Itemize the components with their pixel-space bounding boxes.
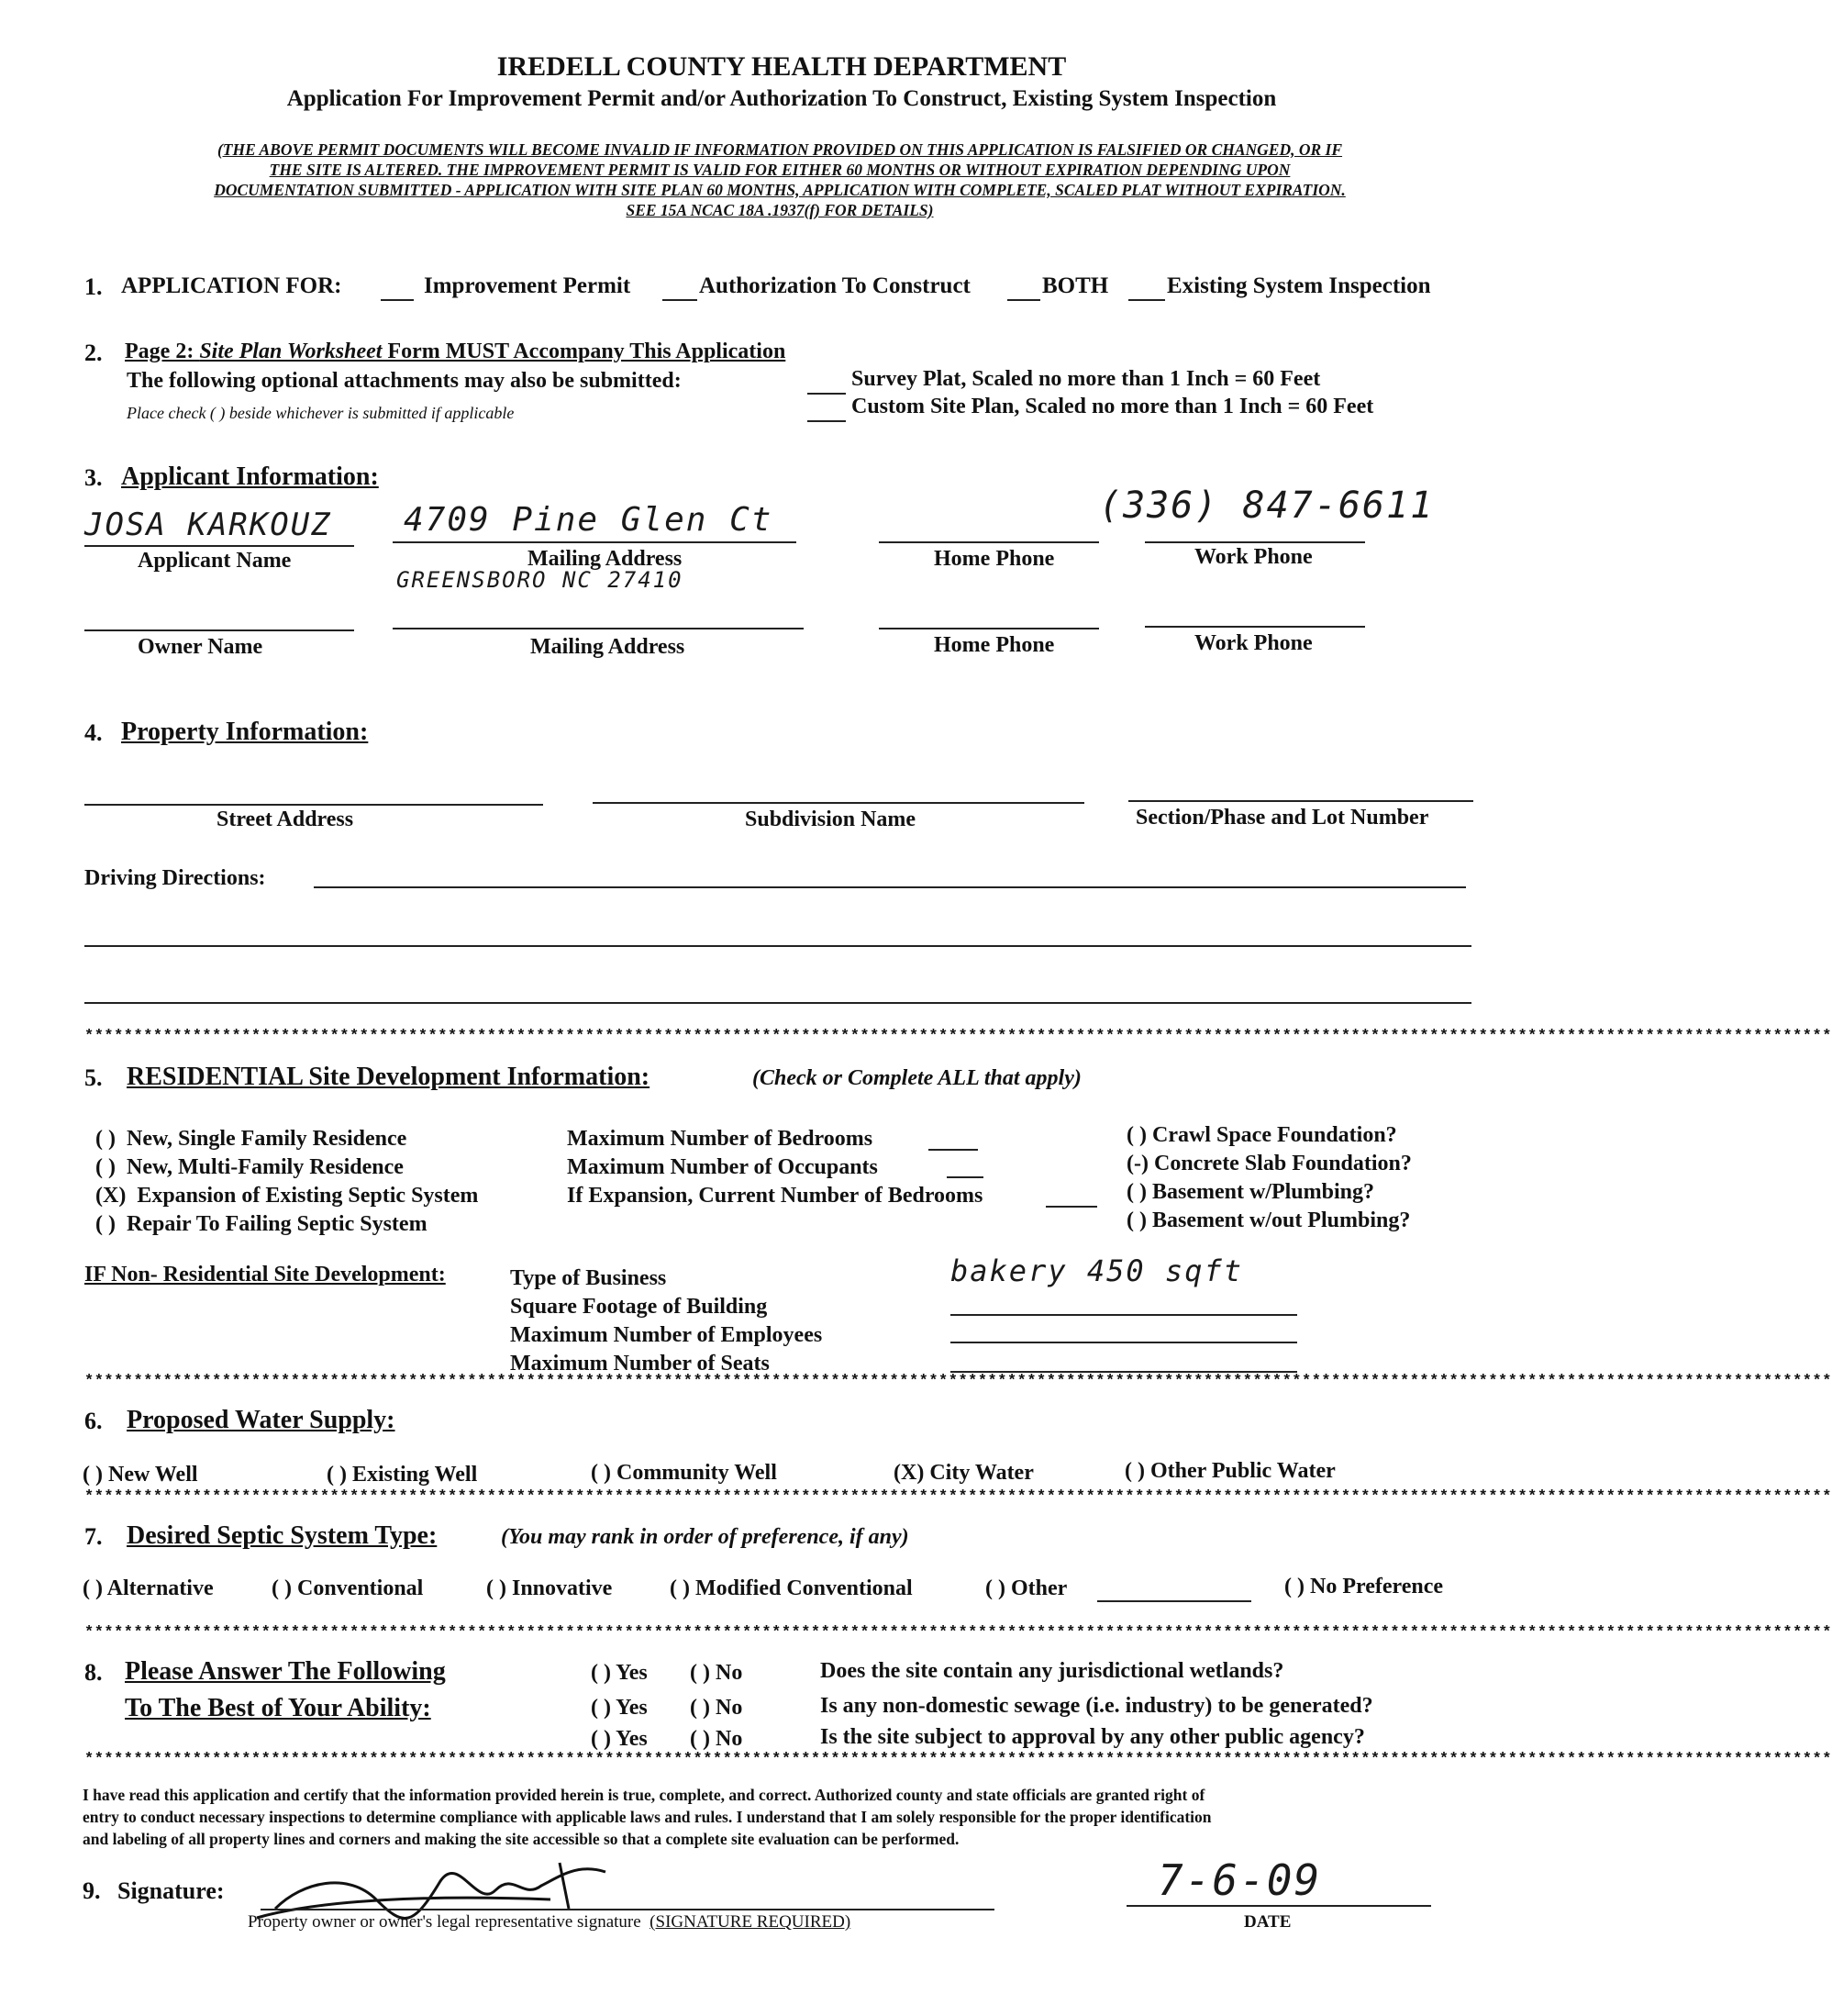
q1-no[interactable]: ( ) No [690, 1661, 743, 1685]
checkbox-mark[interactable]: ( ) [591, 1461, 611, 1485]
cert-line: I have read this application and certify that the information provided herein is true, complete, and correct. Authorized county and state officials are granted right of [83, 1786, 1205, 1804]
both-checkbox[interactable] [1007, 299, 1040, 301]
option-label: New Well [107, 1463, 198, 1487]
section-1-number: 1. [84, 273, 103, 300]
custom-site-plan-checkbox[interactable] [807, 420, 846, 422]
option-basement-no-plumbing[interactable] [1127, 1207, 1412, 1235]
option-existing-system: Existing System Inspection [1167, 273, 1431, 298]
type-of-business-value: bakery 450 sqft [950, 1253, 1243, 1288]
existing-system-checkbox[interactable] [1128, 299, 1165, 301]
max-bedrooms-label: Maximum Number of Bedrooms [567, 1127, 873, 1151]
signature-required: (SIGNATURE REQUIRED) [650, 1912, 851, 1932]
driving-directions-label: Driving Directions: [84, 866, 266, 890]
option-label: Basement w/Plumbing? [1151, 1180, 1374, 1204]
checkbox-mark[interactable]: ( ) [95, 1212, 116, 1236]
non-residential-list [510, 1264, 822, 1378]
applicant-name-field[interactable] [84, 545, 354, 547]
street-address-field[interactable] [84, 804, 543, 806]
residential-title: RESIDENTIAL Site Development Information: [127, 1063, 650, 1091]
max-occupants-label: Maximum Number of Occupants [567, 1155, 878, 1179]
option-label: Other Public Water [1149, 1459, 1336, 1483]
option-improvement-permit: Improvement Permit [424, 273, 631, 298]
septic-other-field[interactable] [1097, 1600, 1251, 1602]
q3-yes[interactable]: ( ) Yes [591, 1727, 648, 1751]
street-address-label: Street Address [217, 808, 354, 831]
option-authorization: Authorization To Construct [699, 273, 971, 298]
survey-plat-checkbox[interactable] [807, 393, 846, 395]
option-label: Crawl Space Foundation? [1151, 1123, 1397, 1147]
title-part: Form MUST Accompany This Application [382, 340, 786, 363]
date-value: 7-6-09 [1158, 1855, 1322, 1905]
non-residential-label: IF Non- Residential Site Development: [84, 1263, 446, 1286]
questions-title-2: To The Best of Your Ability: [125, 1694, 431, 1722]
notice-line: DOCUMENTATION SUBMITTED - APPLICATION WITH SITE PLAN 60 MONTHS, APPLICATION WITH COMPLETE, SCALED PLAT WITHOUT EXPIRATION. [214, 181, 1346, 199]
option-crawl-space[interactable] [1127, 1121, 1412, 1150]
q2-no[interactable]: ( ) No [690, 1696, 743, 1720]
water-community-well[interactable] [591, 1461, 777, 1486]
optional-attachments-text: The following optional attachments may also be submitted: [127, 369, 682, 393]
water-new-well[interactable] [83, 1463, 198, 1487]
q3-text: Is the site subject to approval by any other public agency? [820, 1725, 1365, 1749]
date-field[interactable] [1127, 1905, 1431, 1907]
section-lot-field[interactable] [1128, 800, 1473, 802]
checkbox-mark[interactable]: ( ) [1125, 1459, 1145, 1483]
option-both: BOTH [1042, 273, 1109, 298]
site-plan-requirement [125, 340, 785, 364]
separator-stars: ********************************************************************************************************************************************************************************** [84, 1028, 1832, 1045]
current-bedrooms-field[interactable] [1046, 1206, 1097, 1208]
title-part: Site Plan Worksheet [199, 340, 383, 363]
mailing-address-city-value: GREENSBORO NC 27410 [396, 567, 683, 593]
validity-notice [64, 139, 1495, 220]
driving-directions-field-3[interactable] [84, 1002, 1471, 1004]
owner-work-phone-field[interactable] [1145, 626, 1365, 628]
home-phone-field[interactable] [879, 541, 1099, 543]
septic-no-preference[interactable]: ( ) No Preference [1284, 1575, 1444, 1598]
signature-caption [248, 1912, 850, 1932]
notice-line: THE SITE IS ALTERED. THE IMPROVEMENT PERMIT IS VALID FOR EITHER 60 MONTHS OR WITHOUT EXPIRATION DEPENDING UPON [269, 161, 1291, 179]
authorization-checkbox[interactable] [662, 299, 697, 301]
section-6-number: 6. [84, 1408, 103, 1434]
option-label: Expansion of Existing Septic System [137, 1184, 479, 1208]
driving-directions-field[interactable] [314, 886, 1466, 888]
notice-line: SEE 15A NCAC 18A .1937(f) FOR DETAILS) [626, 201, 934, 219]
section-3-number: 3. [84, 464, 103, 491]
septic-alternative[interactable]: ( ) Alternative [83, 1576, 214, 1600]
q3-no[interactable]: ( ) No [690, 1727, 743, 1751]
applicant-name-label: Applicant Name [138, 549, 292, 573]
work-phone-label: Work Phone [1194, 545, 1313, 569]
max-occupants-field[interactable] [947, 1176, 983, 1178]
mailing-address-field[interactable] [393, 541, 796, 543]
home-phone-label: Home Phone [934, 547, 1055, 571]
section-8-number: 8. [84, 1659, 103, 1686]
water-other-public[interactable] [1125, 1459, 1336, 1484]
option-label: Basement w/out Plumbing? [1151, 1208, 1411, 1232]
water-supply-title: Proposed Water Supply: [127, 1406, 395, 1434]
q1-text: Does the site contain any jurisdictional wetlands? [820, 1659, 1284, 1683]
option-basement-plumbing[interactable] [1127, 1178, 1412, 1207]
form-subtitle: Application For Improvement Permit and/or Authorization To Construct, Existing System Inspection [286, 86, 1277, 111]
owner-name-field[interactable] [84, 629, 354, 631]
water-city-water[interactable] [894, 1461, 1034, 1486]
applicant-info-title: Applicant Information: [121, 462, 379, 491]
notice-line: (THE ABOVE PERMIT DOCUMENTS WILL BECOME INVALID IF INFORMATION PROVIDED ON THIS APPLICATION IS FALSIFIED OR CHANGED, OR IF [217, 140, 1343, 159]
cert-line: and labeling of all property lines and corners and making the site accessible so that a complete site evaluation can be performed. [83, 1830, 960, 1848]
separator-stars: ********************************************************************************************************************************************************************************** [84, 1751, 1832, 1768]
septic-type-title: Desired Septic System Type: [127, 1521, 438, 1550]
checkbox-mark[interactable]: ( ) [1127, 1208, 1147, 1232]
option-concrete-slab[interactable] [1127, 1150, 1412, 1178]
owner-work-phone-label: Work Phone [1194, 631, 1313, 655]
residential-hint: (Check or Complete ALL that apply) [752, 1066, 1082, 1090]
checkbox-mark[interactable]: ( ) [95, 1127, 116, 1151]
mailing-address-value: 4709 Pine Glen Ct [404, 501, 773, 539]
separator-stars: ********************************************************************************************************************************************************************************** [84, 1488, 1832, 1506]
section-9-number: 9. [83, 1877, 101, 1904]
option-label: City Water [929, 1461, 1034, 1485]
date-label: DATE [1244, 1912, 1292, 1932]
septic-innovative[interactable]: ( ) Innovative [486, 1576, 613, 1600]
checkbox-mark[interactable]: (X) [95, 1184, 127, 1208]
questions-title-1: Please Answer The Following [125, 1657, 446, 1686]
q1-yes[interactable]: ( ) Yes [591, 1661, 648, 1685]
water-existing-well[interactable] [327, 1463, 477, 1487]
section-2-number: 2. [84, 340, 103, 366]
check-note: Place check ( ) beside whichever is submitted if applicable [127, 404, 515, 422]
septic-other[interactable]: ( ) Other [985, 1576, 1068, 1600]
square-footage-label: Square Footage of Building [510, 1295, 768, 1319]
option-label: New, Single Family Residence [126, 1127, 407, 1151]
work-phone-value: (336) 847-6611 [1099, 485, 1435, 527]
subdivision-name-label: Subdivision Name [745, 808, 916, 831]
subdivision-name-field[interactable] [593, 802, 1084, 804]
section-4-number: 4. [84, 719, 103, 746]
driving-directions-field-2[interactable] [84, 945, 1471, 947]
residence-type-list [95, 1125, 478, 1239]
current-bedrooms-label: If Expansion, Current Number of Bedrooms [567, 1184, 983, 1208]
owner-mailing-address-field[interactable] [393, 628, 804, 629]
mailing-address-label: Mailing Address [527, 547, 683, 571]
checkbox-mark[interactable]: (-) [1127, 1152, 1149, 1175]
form-title: IREDELL COUNTY HEALTH DEPARTMENT [496, 51, 1067, 82]
option-label: Concrete Slab Foundation? [1153, 1152, 1412, 1175]
signature-label: Signature: [117, 1877, 225, 1904]
cert-line: entry to conduct necessary inspections to determine compliance with applicable laws and rules. I understand that I am solely responsible for the proper identification [83, 1808, 1212, 1826]
max-seats-label: Maximum Number of Seats [510, 1352, 770, 1376]
option-label: New, Multi-Family Residence [126, 1155, 404, 1179]
separator-stars: ********************************************************************************************************************************************************************************** [84, 1624, 1832, 1642]
option-repair[interactable] [95, 1210, 478, 1239]
property-info-title: Property Information: [121, 718, 369, 746]
checkbox-mark[interactable]: ( ) [1127, 1180, 1147, 1204]
max-bedrooms-field[interactable] [928, 1149, 978, 1151]
q2-text: Is any non-domestic sewage (i.e. industry) to be generated? [820, 1694, 1373, 1718]
survey-plat-option: Survey Plat, Scaled no more than 1 Inch = 60 Feet [851, 367, 1321, 391]
max-employees-label: Maximum Number of Employees [510, 1323, 823, 1347]
option-label: Existing Well [351, 1463, 478, 1487]
square-footage-field[interactable] [950, 1314, 1297, 1316]
signature-field[interactable] [261, 1909, 994, 1910]
improvement-permit-checkbox[interactable] [381, 299, 414, 301]
option-label: Repair To Failing Septic System [126, 1212, 427, 1236]
type-of-business-label: Type of Business [510, 1266, 667, 1290]
septic-modified-conventional[interactable]: ( ) Modified Conventional [670, 1576, 913, 1600]
owner-name-label: Owner Name [138, 635, 263, 659]
foundation-list [1127, 1121, 1412, 1235]
owner-home-phone-field[interactable] [879, 628, 1099, 629]
option-expansion[interactable] [95, 1182, 478, 1210]
caption-text: Property owner or owner's legal representative signature [248, 1912, 641, 1932]
bedroom-occupant-list [567, 1125, 983, 1210]
owner-mailing-address-label: Mailing Address [530, 635, 685, 659]
septic-conventional[interactable]: ( ) Conventional [272, 1576, 424, 1600]
section-7-number: 7. [84, 1523, 103, 1550]
certification-text [83, 1784, 1486, 1850]
title-part: Page 2: [125, 340, 200, 363]
owner-home-phone-label: Home Phone [934, 633, 1055, 657]
work-phone-field[interactable] [1145, 541, 1365, 543]
checkbox-mark[interactable]: ( ) [95, 1155, 116, 1179]
checkbox-mark[interactable]: ( ) [83, 1463, 103, 1487]
checkbox-mark[interactable]: ( ) [327, 1463, 347, 1487]
section-5-number: 5. [84, 1064, 103, 1091]
checkbox-mark[interactable]: (X) [894, 1461, 925, 1485]
option-multi-family[interactable] [95, 1153, 478, 1182]
application-for-label: APPLICATION FOR: [121, 273, 342, 298]
septic-type-hint: (You may rank in order of preference, if any) [501, 1525, 909, 1549]
applicant-name-value: JOSA KARKOUZ [84, 507, 332, 543]
custom-site-plan-option: Custom Site Plan, Scaled no more than 1 Inch = 60 Feet [851, 395, 1374, 418]
option-label: Community Well [616, 1461, 777, 1485]
q2-yes[interactable]: ( ) Yes [591, 1696, 648, 1720]
separator-stars: ********************************************************************************************************************************************************************************** [84, 1373, 1832, 1390]
max-employees-field[interactable] [950, 1342, 1297, 1343]
section-lot-label: Section/Phase and Lot Number [1136, 806, 1429, 830]
checkbox-mark[interactable]: ( ) [1127, 1123, 1147, 1147]
option-single-family[interactable] [95, 1125, 478, 1153]
